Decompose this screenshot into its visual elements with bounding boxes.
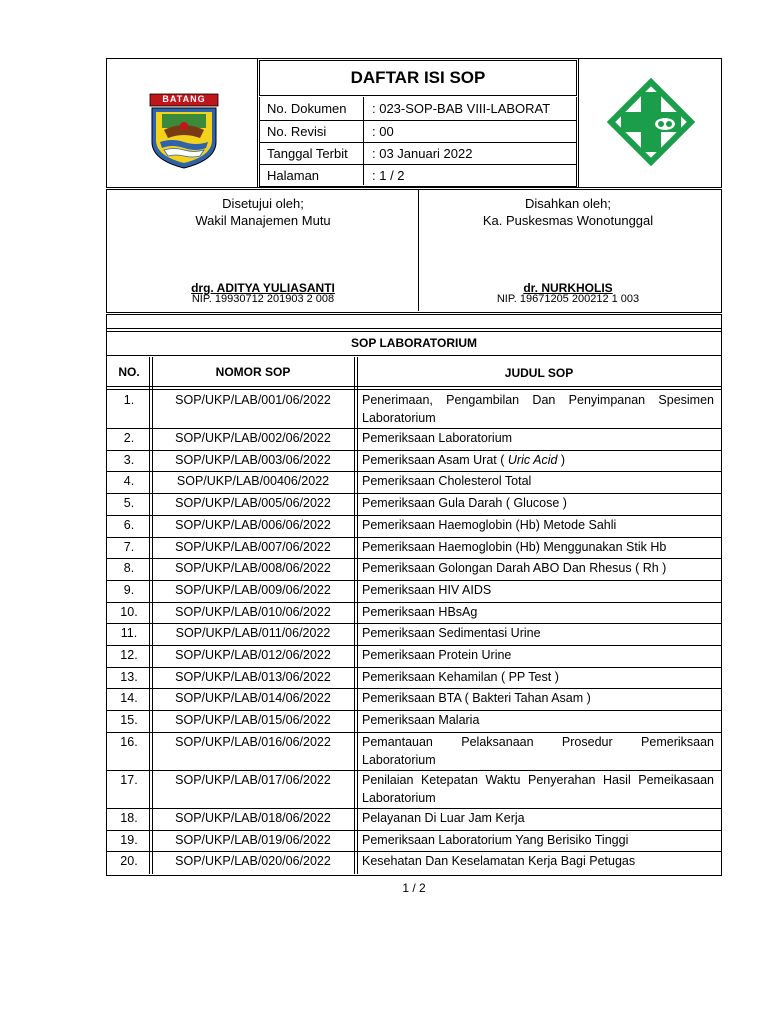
row-number: 7. [123,539,135,554]
row-number: 2. [123,431,135,445]
row-number: 18. [120,810,138,825]
row-sop-title: Pelayanan Di Luar Jam Kerja [362,810,525,825]
field-label-page: Halaman [267,168,320,183]
row-sop-number: SOP/UKP/LAB/009/06/2022 [175,582,331,597]
row-sop-number: SOP/UKP/LAB/005/06/2022 [175,496,331,511]
field-value-issue-date: : 03 Januari 2022 [372,146,473,161]
row-sop-title: Pemeriksaan Cholesterol Total [362,474,532,489]
logo-left-text: BATANG [162,94,206,104]
row-sop-number: SOP/UKP/LAB/011/06/2022 [175,626,331,641]
row-sop-title: Pemeriksaan BTA ( Bakteri Tahan Asam ) [362,691,591,706]
row-sop-number: SOP/UKP/LAB/007/06/2022 [175,539,331,554]
approval-right-caption: Disahkan oleh; [525,196,611,211]
row-sop-number: SOP/UKP/LAB/003/06/2022 [175,452,331,467]
approval-left-nip: NIP. 19930712 201903 2 008 [191,293,335,305]
row-sop-number: SOP/UKP/LAB/008/06/2022 [175,561,331,576]
row-sop-title: Pemeriksaan Laboratorium Yang Berisiko Tinggi [362,832,629,847]
field-label-document-number: No. Dokumen [267,101,347,116]
row-number: 16. [120,734,138,749]
row-sop-title: Pemeriksaan Haemoglobin (Hb) Metode Sahli [362,517,617,532]
row-sop-title: Pemeriksaan Sedimentasi Urine [362,626,541,641]
row-number: 5. [123,496,135,511]
row-sop-title: Pemeriksaan Asam Urat ( Uric Acid ) [362,452,566,467]
row-number: 1. [123,393,135,407]
page-number: 1 / 2 [402,881,426,895]
row-sop-title: Pemeriksaan Protein Urine [362,648,512,662]
header-fields [259,97,577,187]
row-number: 12. [120,648,138,662]
row-sop-number: SOP/UKP/LAB/002/06/2022 [175,431,331,445]
field-label-revision: No. Revisi [267,124,327,139]
document-title: DAFTAR ISI SOP [350,68,486,87]
row-sop-number: SOP/UKP/LAB/010/06/2022 [175,604,331,619]
row-sop-number: SOP/UKP/LAB/016/06/2022 [175,734,331,749]
row-number: 17. [120,772,138,787]
header-title-cell [259,60,577,96]
row-sop-title: Pemeriksaan Kehamilan ( PP Test ) [362,669,559,684]
row-sop-title: Pemeriksaan HBsAg [362,604,478,619]
row-sop-title: Pemeriksaan Laboratorium [362,431,513,445]
row-sop-title: Pemeriksaan Gula Darah ( Glucose ) [362,496,567,511]
row-sop-number: SOP/UKP/LAB/014/06/2022 [175,691,331,706]
field-value-document-number: : 023-SOP-BAB VIII-LABORAT [372,101,551,116]
row-number: 14. [120,691,138,706]
row-number: 6. [123,517,135,532]
row-number: 20. [120,854,138,869]
row-sop-title: Penilaian Ketepatan Waktu Penyerahan Hasil Pemeikasaan Laboratorium [362,772,714,805]
logo-cell-left [106,58,258,188]
row-sop-title: Pemeriksaan Malaria [362,713,480,728]
field-value-revision: : 00 [372,124,394,139]
column-header-no: NO. [118,365,140,379]
row-sop-number: SOP/UKP/LAB/015/06/2022 [175,713,331,728]
approval-right-role: Ka. Puskesmas Wonotunggal [482,213,654,228]
row-sop-title: Pemeriksaan HIV AIDS [362,582,492,597]
row-number: 15. [120,713,138,728]
column-header-code: NOMOR SOP [215,365,291,379]
approval-left-caption: Disetujui oleh; [222,196,304,211]
row-number: 8. [123,561,135,576]
row-sop-number: SOP/UKP/LAB/020/06/2022 [175,854,331,869]
row-number: 10. [120,604,138,619]
approval-left-name: drg. ADITYA YULIASANTI [191,281,335,295]
puskesmas-logo-icon [607,78,695,166]
row-sop-title: Pemeriksaan Haemoglobin (Hb) Menggunakan Stik Hb [362,539,667,554]
approval-right-nip: NIP. 19671205 200212 1 003 [496,293,640,305]
logo-cell-right [578,58,722,188]
row-sop-number: SOP/UKP/LAB/00406/2022 [176,474,330,489]
row-number: 3. [123,452,135,467]
row-sop-number: SOP/UKP/LAB/019/06/2022 [175,832,331,847]
row-sop-number: SOP/UKP/LAB/001/06/2022 [175,393,331,407]
section-title: SOP LABORATORIUM [350,336,477,350]
approval-left-role: Wakil Manajemen Mutu [195,213,331,228]
row-sop-number: SOP/UKP/LAB/013/06/2022 [175,669,331,684]
row-sop-number: SOP/UKP/LAB/006/06/2022 [175,517,331,532]
row-sop-number: SOP/UKP/LAB/018/06/2022 [175,810,331,825]
row-sop-title: Kesehatan Dan Keselamatan Kerja Bagi Petugas [362,854,636,869]
row-number: 9. [123,582,135,597]
row-sop-number: SOP/UKP/LAB/012/06/2022 [175,648,331,662]
row-number: 19. [120,832,138,847]
row-sop-title: Pemeriksaan Golongan Darah ABO Dan Rhesus ( Rh ) [362,561,667,576]
row-number: 11. [120,626,138,641]
row-sop-title: Penerimaan, Pengambilan Dan Penyimpanan Spesimen Laboratorium [362,393,714,425]
field-label-issue-date: Tanggal Terbit [267,146,348,161]
row-number: 4. [123,474,135,489]
row-sop-title: Pemantauan Pelaksanaan Prosedur Pemeriksaan Laboratorium [362,734,714,767]
row-number: 13. [120,669,138,684]
field-value-page: : 1 / 2 [372,168,405,183]
column-header-title: JUDUL SOP [504,366,574,380]
approval-right-name: dr. NURKHOLIS [523,281,613,295]
row-sop-number: SOP/UKP/LAB/017/06/2022 [175,772,331,787]
